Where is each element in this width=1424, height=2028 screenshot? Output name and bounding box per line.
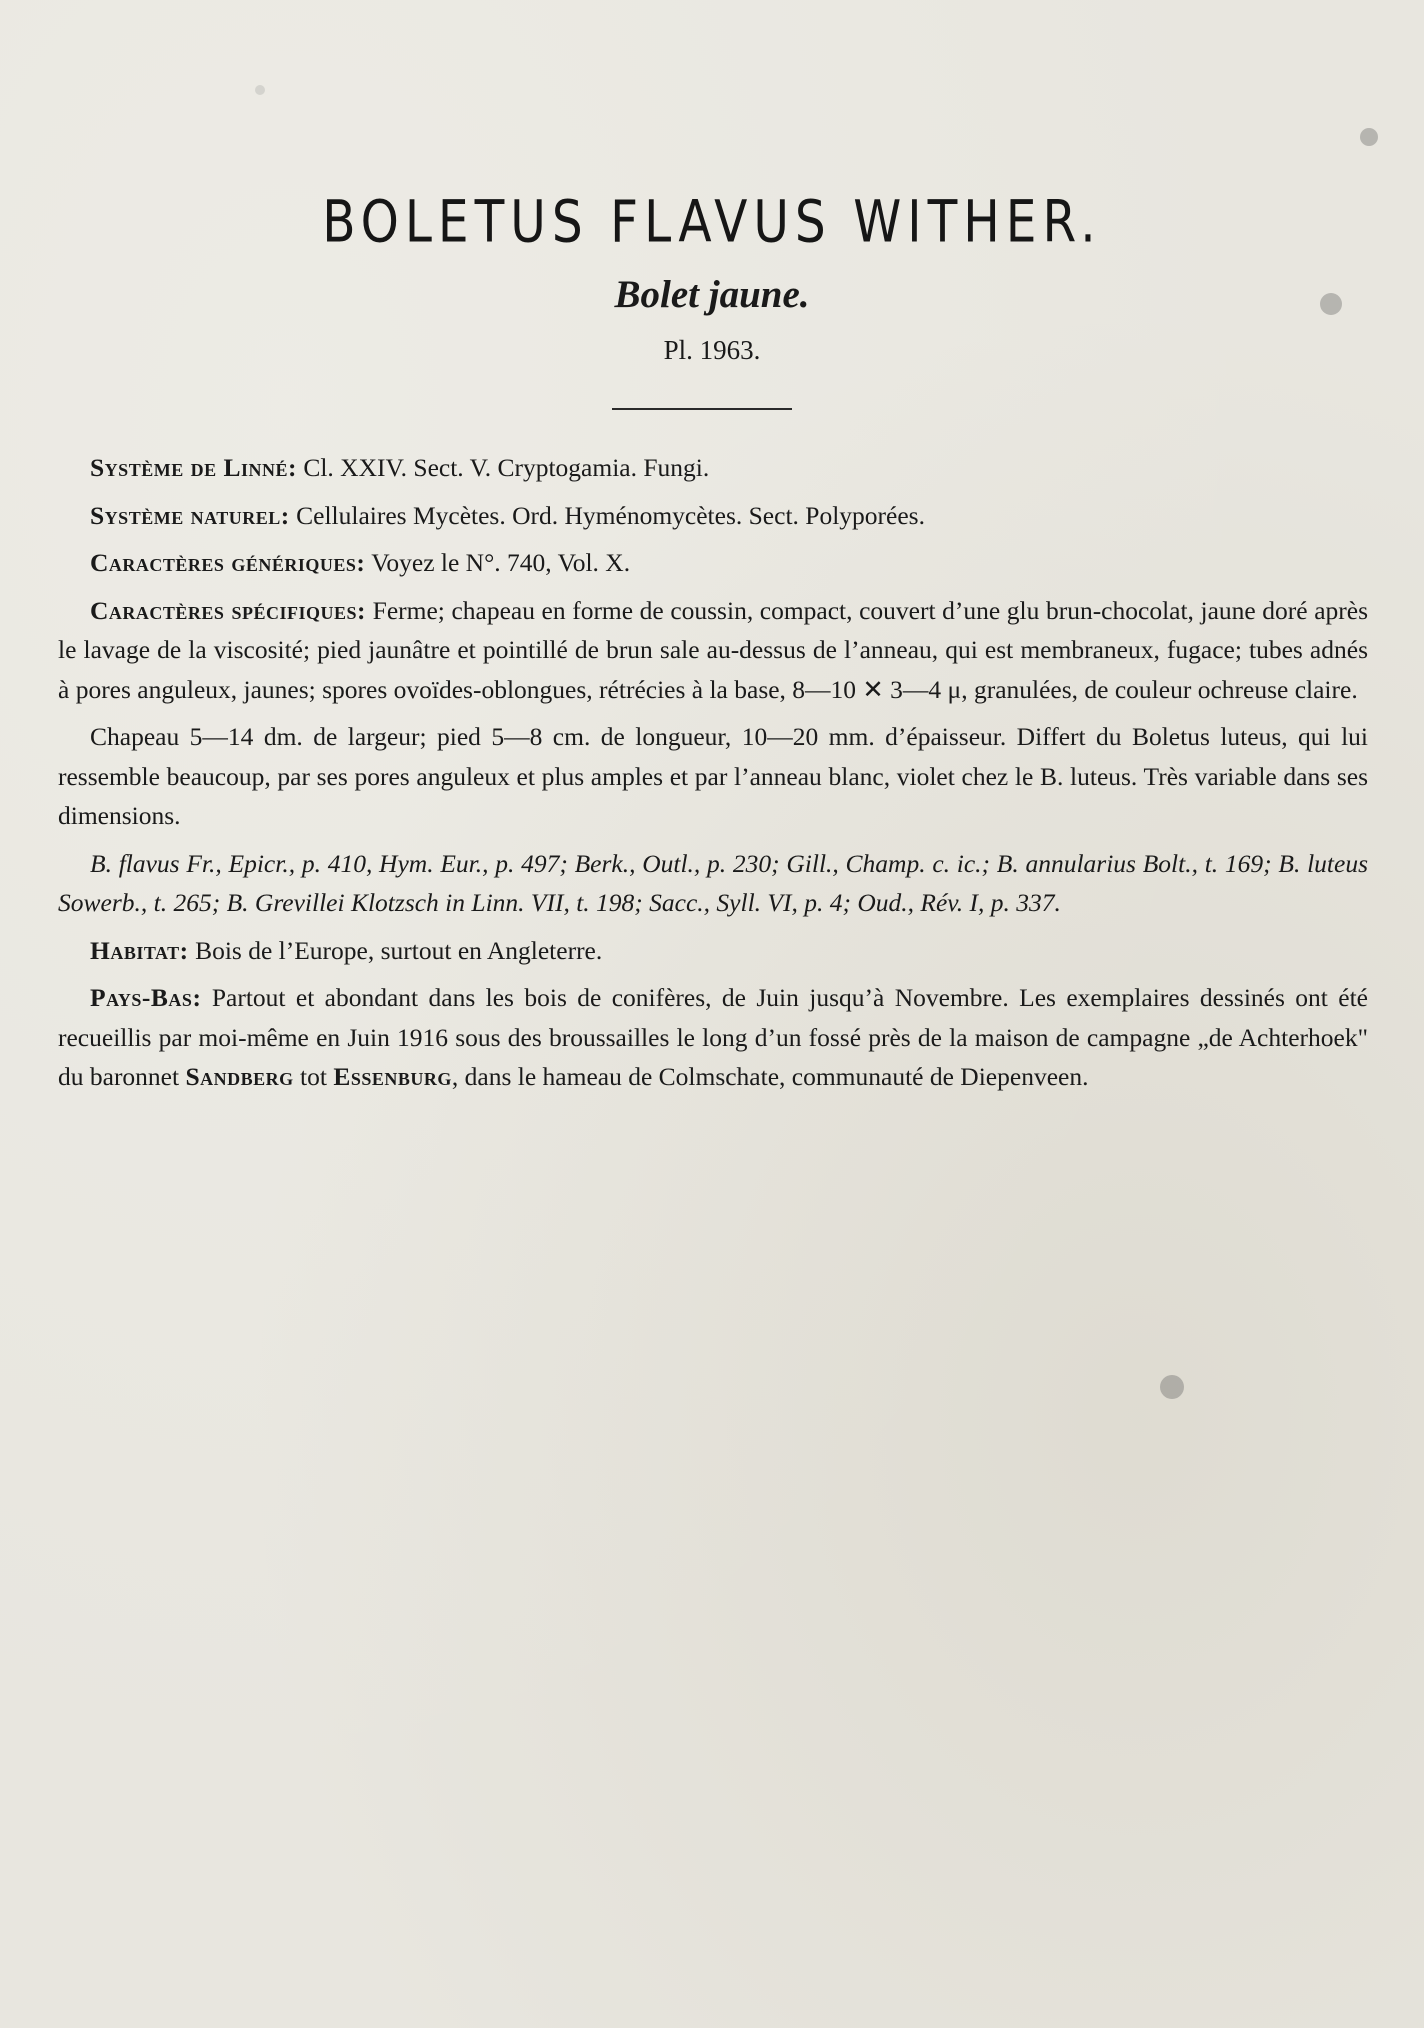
habitat-paragraph xyxy=(58,931,1368,971)
linne-label: Système de Linné: xyxy=(90,453,297,482)
common-name: Bolet jaune. xyxy=(614,273,810,316)
divider-rule xyxy=(612,408,792,410)
paysbas-text-after: , dans le hameau de Colmschate, communauté de Diepenveen. xyxy=(451,1062,1089,1091)
paysbas-text-before: Partout et abondant dans les bois de conifères, de Juin jusqu’à Novembre. Les exemplaires dessinés ont été recueillis par moi-même en Juin 1916 sous des broussailles le long d’un fossé près de la maison de campagne „de Achterhoek" du baronnet xyxy=(58,983,1368,1091)
person-name-essenburg: Essenburg xyxy=(333,1062,452,1091)
generiques-label: Caractères génériques: xyxy=(90,548,366,577)
foxing-spot xyxy=(1360,128,1378,146)
paysbas-text-mid: tot xyxy=(300,1062,327,1091)
references-paragraph: B. flavus Fr., Epicr., p. 410, Hym. Eur., p. 497; Berk., Outl., p. 230; Gill., Champ. c. ic.; B. annularius Bolt., t. 169; B. luteus Sowerb., t. 265; B. Grevillei Klotzsch in Linn. VII, t. 198; Sacc., Syll. VI, p. 4; Oud., Rév. I, p. 337. xyxy=(58,848,1368,917)
person-name-sandberg: Sandberg xyxy=(185,1062,294,1091)
foxing-spot xyxy=(1160,1375,1184,1399)
naturel-label: Système naturel: xyxy=(90,500,290,530)
naturel-text: Cellulaires Mycètes. Ord. Hyménomycètes. Sect. Polyporées. xyxy=(296,500,925,530)
paysbas-label: Pays-Bas: xyxy=(90,983,202,1012)
habitat-label: Habitat: xyxy=(90,935,189,965)
generiques-paragraph xyxy=(58,543,1368,583)
plate-number: Pl. 1963. xyxy=(663,335,761,365)
habitat-text: Bois de l’Europe, surtout en Angleterre. xyxy=(195,935,603,965)
naturel-paragraph xyxy=(58,496,1368,536)
specifiques-text: Ferme; chapeau en forme de coussin, compact, couvert d’une glu brun-chocolat, jaune doré après le lavage de la viscosité; pied jaunâtre et pointillé de brun sale au-dessus de l’anneau, qui est membraneux, fugace; tubes adnés à pores anguleux, jaunes; spores ovoïdes-oblongues, rétrécies à la base, 8—10 ✕ 3—4 μ, granulées, de couleur ochreuse claire. xyxy=(58,595,1369,704)
paysbas-paragraph xyxy=(58,978,1368,1097)
foxing-spot xyxy=(255,85,265,95)
specifiques-label: Caractères spécifiques: xyxy=(90,595,367,625)
page-title: BOLETUS FLAVUS WITHER. xyxy=(322,187,1102,256)
description-body xyxy=(58,448,1368,1105)
generiques-text: Voyez le N°. 740, Vol. X. xyxy=(371,548,631,577)
chapeau-paragraph: Chapeau 5—14 dm. de largeur; pied 5—8 cm. de longueur, 10—20 mm. d’épaisseur. Differt du Boletus luteus, qui lui ressemble beaucoup, par ses pores anguleux et plus amples et par l’anneau blanc, violet chez le B. luteus. Très variable dans ses dimensions. xyxy=(58,722,1368,830)
specifiques-paragraph xyxy=(58,591,1368,710)
linne-text: Cl. XXIV. Sect. V. Cryptogamia. Fungi. xyxy=(303,453,710,482)
linne-paragraph xyxy=(58,448,1368,488)
